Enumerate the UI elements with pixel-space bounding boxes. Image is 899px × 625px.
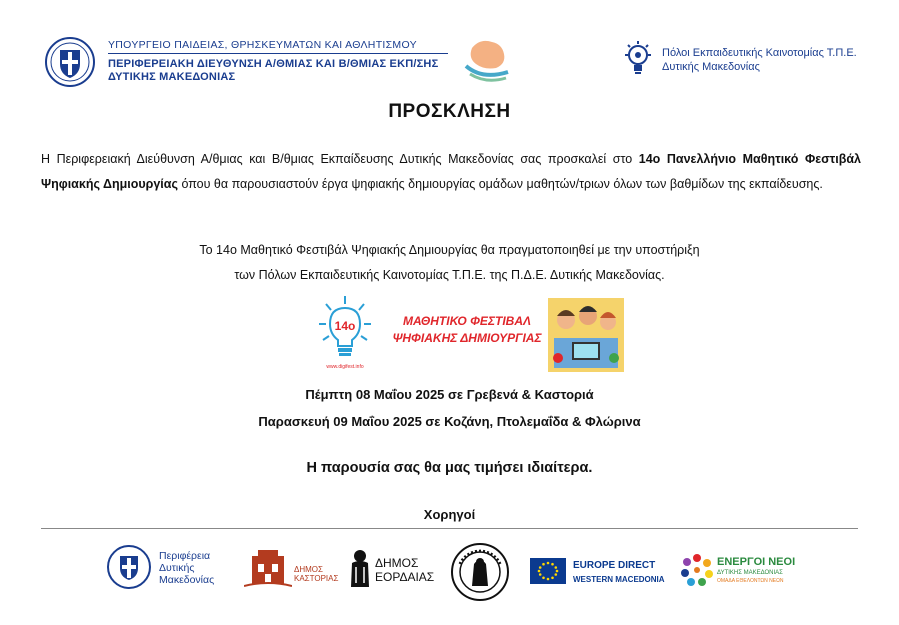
florina-seal-icon [450, 542, 510, 602]
energoi-neoi-title: ΕΝΕΡΓΟΙ ΝΕΟΙ [717, 556, 796, 568]
sponsors-divider [41, 528, 858, 529]
festival-title-line-2: ΨΗΦΙΑΚΗΣ ΔΗΜΙΟΥΡΓΙΑΣ [392, 331, 542, 345]
sponsors-heading: Χορηγοί [423, 507, 476, 522]
festival-bulb-icon [318, 294, 372, 372]
festival-name: 14ο Πανελλήνιο Μαθητικό Φεστιβάλ Ψηφιακής Δημιουργίας [41, 152, 861, 191]
energoi-neoi-icon [680, 553, 714, 587]
eordaia-name [375, 556, 434, 584]
paragraph-part-2: όπου θα παρουσιαστούν έργα ψηφιακής δημιουργίας ομάδων μαθητών/τριων όλων των βαθμίδων της εκπαίδευσης. [177, 177, 823, 191]
invitation-paragraph [41, 147, 861, 197]
region-crest-icon [106, 544, 152, 590]
europe-direct-title: EUROPE DIRECT [573, 560, 656, 571]
date-line-1: Πέμπτη 08 Μαΐου 2025 σε Γρεβενά & Καστοριά [305, 387, 594, 402]
poles-title [662, 46, 857, 74]
poles-line-1: Πόλοι Εκπαιδευτικής Καινοτομίας Τ.Π.Ε. [662, 47, 857, 59]
energoi-neoi-subtitle: ΔΥΤΙΚΗΣ ΜΑΚΕΔΟΝΙΑΣ [717, 570, 783, 576]
directorate-name: ΠΕΡΙΦΕΡΕΙΑΚΗ ΔΙΕΥΘΥΝΣΗ Α/ΘΜΙΑΣ ΚΑΙ Β/ΘΜΙΑΣ ΕΚΠ/ΣΗΣ [108, 58, 439, 70]
festival-banner-title [392, 313, 542, 347]
paragraph-part-1: Η Περιφερειακή Διεύθυνση Α/θμιας και Β/θμιας Εκπαίδευσης Δυτικής Μακεδονίας σας προσκαλεί στο [41, 152, 639, 166]
kastoria-line-2: ΚΑΣΤΟΡΙΑΣ [294, 574, 339, 583]
region-line-2: Δυτικής [159, 562, 195, 574]
ministry-name: ΥΠΟΥΡΓΕΙΟ ΠΑΙΔΕΙΑΣ, ΘΡΗΣΚΕΥΜΑΤΩΝ ΚΑΙ ΑΘΛΗΤΙΣΜΟΥ [108, 39, 417, 51]
energoi-neoi-tagline: ΟΜΑΔΑ ΕΘΕΛΟΝΤΩΝ ΝΕΩΝ [717, 578, 784, 584]
date-line-2: Παρασκευή 09 Μαΐου 2025 σε Κοζάνη, Πτολεμαΐδα & Φλώρινα [258, 414, 641, 429]
kastoria-logo-icon [244, 546, 292, 588]
region-line-1: Περιφέρεια [159, 550, 211, 562]
eu-flag-icon [530, 558, 566, 584]
festival-number: 14ο [334, 319, 356, 333]
support-line-2: των Πόλων Εκπαιδευτικής Καινοτομίας Τ.Π.Ε. της Π.Δ.Ε. Δυτικής Μακεδονίας. [234, 268, 665, 282]
macedonia-map-icon [462, 36, 514, 84]
support-line-1: Το 14ο Μαθητικό Φεστιβάλ Ψηφιακής Δημιουργίας θα πραγματοποιηθεί με την υποστήριξη [199, 243, 700, 257]
kastoria-line-1: ΔΗΜΟΣ [294, 565, 323, 574]
support-text [0, 238, 899, 288]
directorate-region: ΔΥΤΙΚΗΣ ΜΑΚΕΔΟΝΙΑΣ [108, 71, 236, 83]
kastoria-name [294, 565, 338, 583]
eordaia-line-1: ΔΗΜΟΣ [375, 556, 419, 570]
header-rule [108, 53, 448, 54]
western-macedonia-label: WESTERN MACEDONIA [573, 575, 665, 584]
eordaia-line-2: ΕΟΡΔΑΙΑΣ [375, 570, 435, 584]
region-name [159, 550, 214, 586]
poles-line-2: Δυτικής Μακεδονίας [662, 61, 760, 73]
lightbulb-gear-icon [622, 40, 654, 80]
honor-text: Η παρουσία σας θα μας τιμήσει ιδιαίτερα. [306, 460, 593, 476]
greek-crest-icon [44, 36, 96, 88]
page-title: ΠΡΟΣΚΛΗΣΗ [388, 101, 511, 122]
eordaia-statue-icon [347, 549, 373, 589]
festival-title-line-1: ΜΑΘΗΤΙΚΟ ΦΕΣΤΙΒΑΛ [402, 314, 532, 328]
festival-kids-illustration [548, 298, 624, 372]
region-line-3: Μακεδονίας [159, 574, 215, 586]
festival-site: www.digifest.info [326, 364, 364, 370]
